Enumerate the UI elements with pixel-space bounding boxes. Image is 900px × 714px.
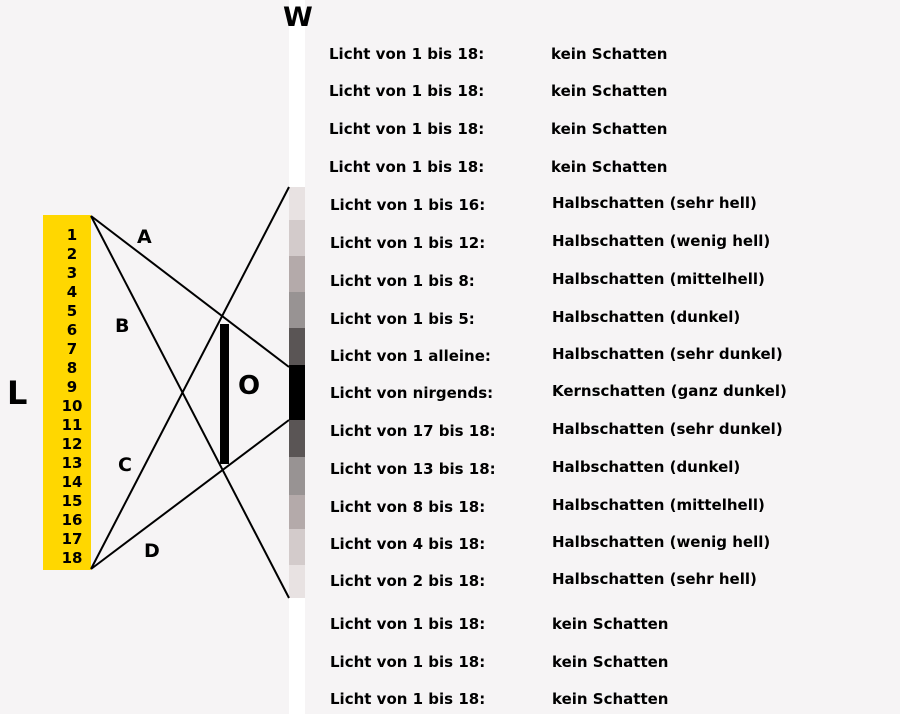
row-light-range: Licht von 13 bis 18:	[330, 460, 496, 478]
obstacle-label: O	[238, 371, 261, 401]
row-light-range: Licht von 1 bis 18:	[329, 158, 485, 176]
row-shadow-type: Halbschatten (sehr hell)	[552, 570, 757, 588]
row-shadow-type: Kernschatten (ganz dunkel)	[552, 382, 787, 400]
ray-c-label: C	[118, 454, 132, 476]
row-shadow-type: Halbschatten (dunkel)	[552, 458, 741, 476]
row-shadow-type: kein Schatten	[551, 82, 668, 100]
row-light-range: Licht von nirgends:	[330, 384, 494, 402]
row-light-range: Licht von 1 bis 12:	[330, 234, 486, 252]
light-label: L	[7, 374, 28, 412]
light-point-number: 2	[66, 245, 78, 263]
row-shadow-type: Halbschatten (sehr hell)	[552, 194, 757, 212]
row-light-range: Licht von 1 bis 18:	[329, 45, 485, 63]
row-light-range: Licht von 1 bis 5:	[330, 310, 475, 328]
light-point-number: 10	[61, 397, 83, 415]
row-light-range: Licht von 1 bis 16:	[330, 196, 486, 214]
light-point-number: 15	[61, 492, 83, 510]
light-point-number: 1	[66, 226, 78, 244]
row-light-range: Licht von 1 bis 18:	[330, 615, 486, 633]
row-light-range: Licht von 17 bis 18:	[330, 422, 496, 440]
ray-a	[91, 216, 289, 367]
row-shadow-type: kein Schatten	[551, 120, 668, 138]
light-point-number: 5	[66, 302, 78, 320]
light-point-number: 7	[66, 340, 78, 358]
light-point-number: 3	[66, 264, 78, 282]
row-light-range: Licht von 1 bis 18:	[330, 690, 486, 708]
row-shadow-type: Halbschatten (wenig hell)	[552, 232, 771, 250]
row-light-range: Licht von 1 bis 8:	[330, 272, 475, 290]
light-point-number: 6	[66, 321, 78, 339]
light-point-number: 12	[61, 435, 83, 453]
ray-d	[91, 420, 289, 569]
row-shadow-type: Halbschatten (dunkel)	[552, 308, 741, 326]
row-shadow-type: Halbschatten (mittelhell)	[552, 270, 765, 288]
light-point-number: 13	[61, 454, 83, 472]
row-light-range: Licht von 1 bis 18:	[329, 120, 485, 138]
row-shadow-type: Halbschatten (wenig hell)	[552, 533, 771, 551]
row-shadow-type: Halbschatten (sehr dunkel)	[552, 345, 783, 363]
ray-d-label: D	[144, 540, 160, 562]
light-point-number: 9	[66, 378, 78, 396]
light-point-number: 4	[66, 283, 78, 301]
light-point-number: 16	[61, 511, 83, 529]
obstacle	[220, 324, 229, 464]
row-shadow-type: kein Schatten	[551, 45, 668, 63]
light-point-number: 17	[61, 530, 83, 548]
light-point-number: 14	[61, 473, 83, 491]
row-shadow-type: kein Schatten	[552, 615, 669, 633]
row-shadow-type: Halbschatten (mittelhell)	[552, 496, 765, 514]
light-point-number: 11	[61, 416, 83, 434]
wall-label: W	[283, 2, 313, 33]
row-light-range: Licht von 4 bis 18:	[330, 535, 486, 553]
row-shadow-type: kein Schatten	[552, 690, 669, 708]
ray-b	[91, 216, 289, 598]
light-point-number: 18	[61, 549, 83, 567]
row-shadow-type: Halbschatten (sehr dunkel)	[552, 420, 783, 438]
row-light-range: Licht von 1 bis 18:	[330, 653, 486, 671]
row-shadow-type: kein Schatten	[552, 653, 669, 671]
row-light-range: Licht von 2 bis 18:	[330, 572, 486, 590]
row-light-range: Licht von 1 alleine:	[330, 347, 491, 365]
row-light-range: Licht von 8 bis 18:	[330, 498, 486, 516]
light-point-number: 8	[66, 359, 78, 377]
ray-a-label: A	[137, 226, 152, 248]
row-light-range: Licht von 1 bis 18:	[329, 82, 485, 100]
row-shadow-type: kein Schatten	[551, 158, 668, 176]
ray-b-label: B	[115, 315, 130, 337]
